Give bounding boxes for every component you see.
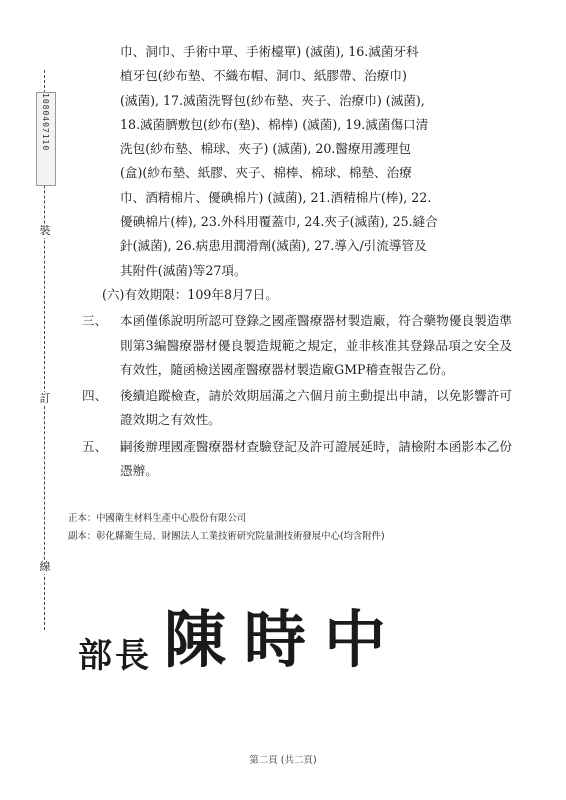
stamp-code: 1080407110 — [41, 93, 50, 152]
clause-five — [82, 435, 512, 484]
clause-number: 五、 — [82, 438, 108, 454]
clause-text: 本函僅係說明所認可登錄之國產醫療器材製造廠，符合藥物優良製造準則第3編醫療器材優良製造規範之規定，並非核准其登錄品項之安全及有效性，隨函檢送國產醫療器材製造廠GMP稽查報告乙份。 — [120, 313, 512, 377]
distribution-block — [68, 510, 528, 546]
clause-four — [82, 384, 512, 433]
received-stamp-strip — [36, 92, 56, 186]
clause-number: 四、 — [82, 388, 108, 404]
document-body — [82, 40, 512, 483]
continued-line: 巾、酒精棉片、優碘棉片) (滅菌), 21.酒精棉片(棒), 22. — [120, 189, 432, 205]
original-recipient: 正本：中國衛生材料生產中心股份有限公司 — [68, 513, 247, 524]
continued-line: (滅菌), 17.滅菌洗腎包(紗布墊、夾子、治療巾) (滅菌), — [120, 92, 425, 108]
copy-recipients: 副本：彰化縣衛生局、財團法人工業技術研究院量測技術發展中心(均含附件) — [68, 531, 385, 542]
signature-title: 部長 — [78, 636, 152, 676]
clause-text: 後續追蹤檢查，請於效期屆滿之六個月前主動提出申請，以免影響許可證效期之有效性。 — [120, 388, 512, 428]
continued-line: 18.滅菌臍敷包(紗布(墊)、棉棒) (滅菌), 19.滅菌傷口清 — [120, 116, 429, 132]
binding-char-ding: 訂 — [39, 392, 51, 405]
continued-line: 巾、洞巾、手術中單、手術檯單) (滅菌), 16.滅菌牙科 — [120, 44, 419, 59]
continued-line: 洗包(紗布墊、棉球、夾子) (滅菌), 20.醫療用護理包 — [120, 141, 411, 157]
clause-text: 嗣後辦理國產醫療器材查驗登記及許可證展延時，請檢附本函影本乙份憑辦。 — [120, 438, 512, 479]
signature-name: 陳時中 — [164, 603, 405, 676]
clause-number: 三、 — [82, 313, 108, 329]
continued-line: 其附件(滅菌)等27項。 — [120, 262, 247, 278]
binding-char-xian: 線 — [39, 560, 51, 573]
clause-three — [82, 309, 512, 382]
continued-line: 優碘棉片(棒), 23.外科用覆蓋巾, 24.夾子(滅菌), 25.縫合 — [120, 214, 438, 230]
continued-line: 針(滅菌), 26.病患用潤滑劑(滅菌), 27.導入/引流導管及 — [120, 238, 427, 254]
page-footer: 第二頁 (共二頁) — [249, 755, 317, 766]
binding-char-zhuang: 裝 — [39, 224, 51, 237]
continued-items-list — [120, 40, 512, 283]
continued-line: 植牙包(紗布墊、不織布帽、洞巾、紙膠帶、治療巾) — [120, 68, 407, 84]
validity-period: (六)有效期限：109年8月7日。 — [102, 286, 278, 302]
continued-line: (盒)(紗布墊、紙膠、夾子、棉棒、棉球、棉墊、治療 — [120, 165, 412, 181]
minister-signature — [78, 582, 508, 682]
